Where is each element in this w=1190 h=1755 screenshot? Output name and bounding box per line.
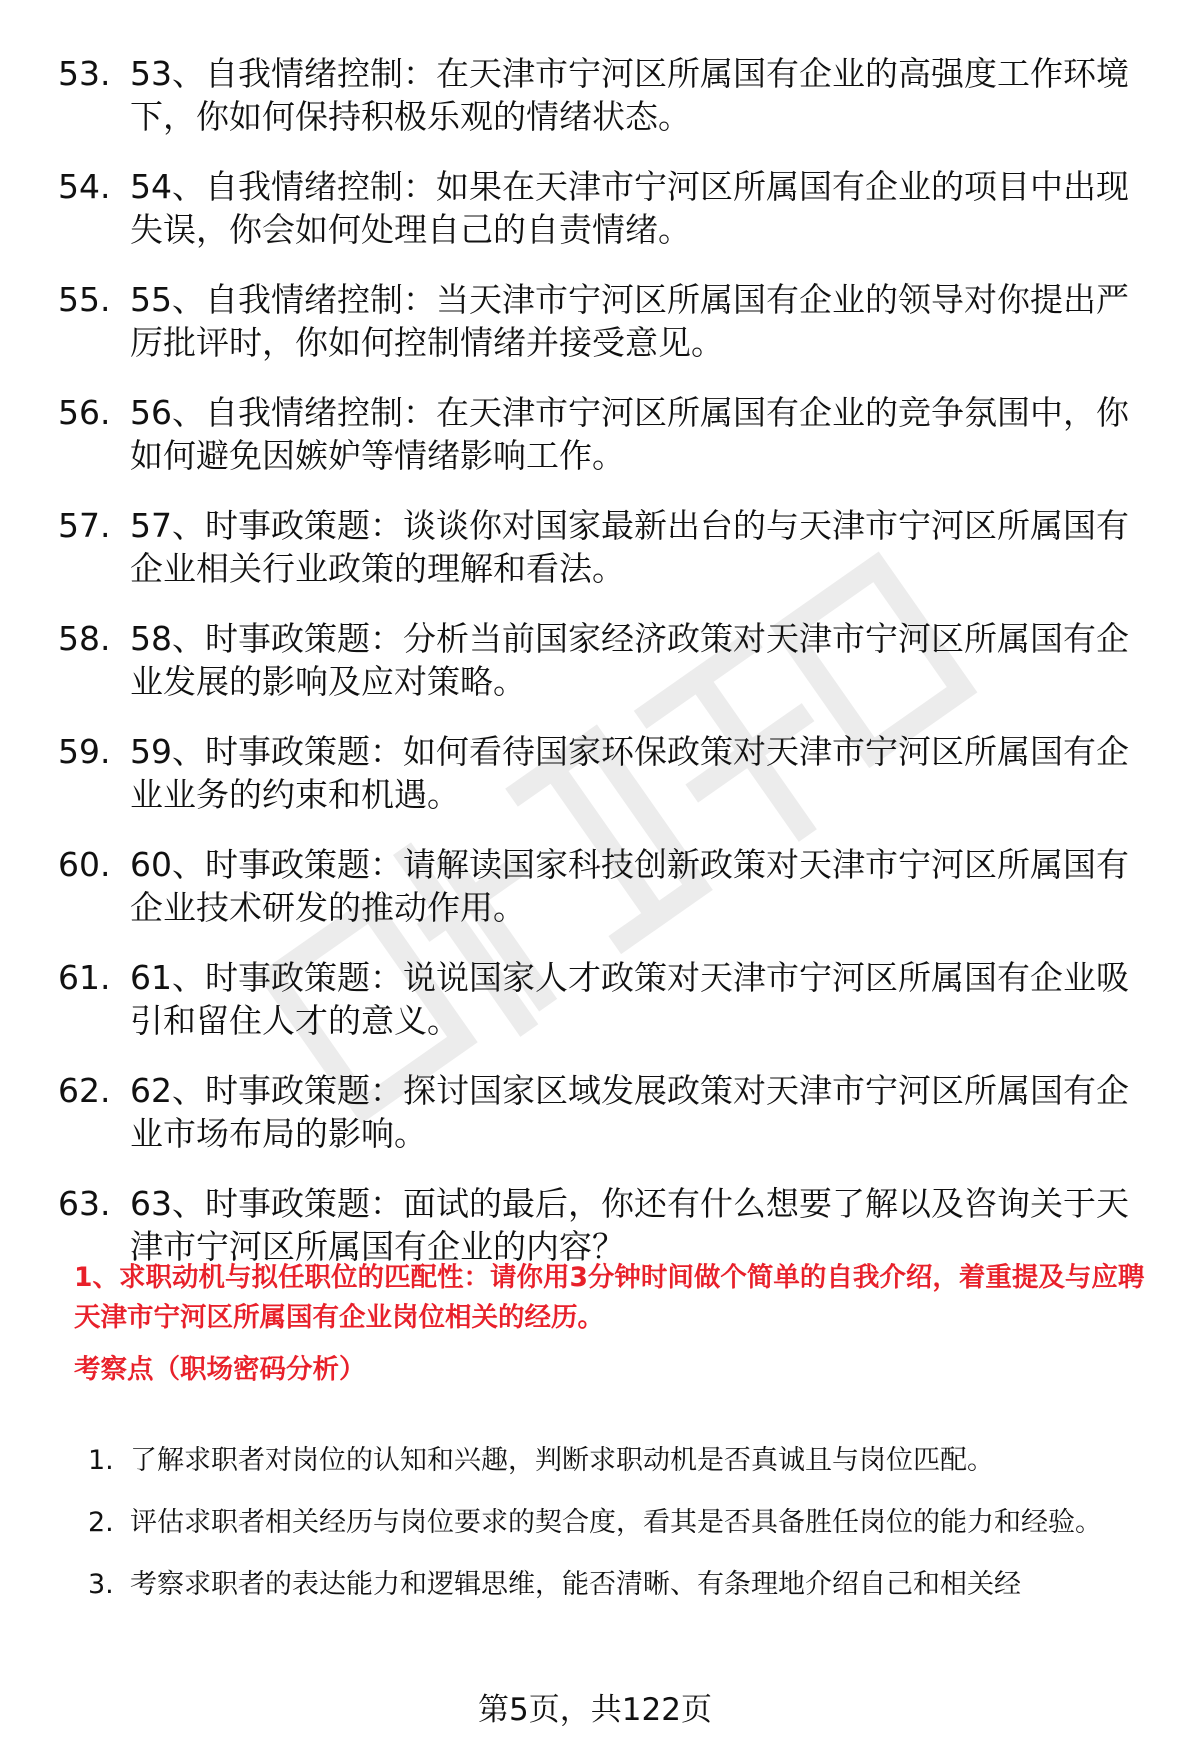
list-item	[58, 843, 1158, 929]
question-text: 62、时事政策题：探讨国家区域发展政策对天津市宁河区所属国有企业市场布局的影响。	[130, 1071, 1129, 1153]
point-number: 1.	[88, 1445, 114, 1476]
question-text: 55、自我情绪控制：当天津市宁河区所属国有企业的领导对你提出严厉批评时，你如何控制情绪并接受意见。	[130, 280, 1129, 362]
point-text: 考察求职者的表达能力和逻辑思维，能否清晰、有条理地介绍自己和相关经	[130, 1569, 1021, 1600]
question-text: 63、时事政策题：面试的最后，你还有什么想要了解以及咨询关于天津市宁河区所属国有企业的内容？	[130, 1184, 1129, 1266]
list-item	[58, 52, 1158, 138]
point-text: 了解求职者对岗位的认知和兴趣，判断求职动机是否真诚且与岗位匹配。	[130, 1445, 994, 1476]
list-item	[88, 1430, 1163, 1492]
assessment-points-list	[88, 1430, 1163, 1616]
page-number-footer: 第5页，共122页	[478, 1692, 712, 1728]
section-heading: 1、求职动机与拟任职位的匹配性：请你用3分钟时间做个简单的自我介绍，着重提及与应聘天津市宁河区所属国有企业岗位相关的经历。	[74, 1262, 1145, 1333]
point-number: 3.	[88, 1569, 114, 1600]
question-number: 57.	[58, 506, 111, 545]
question-text: 53、自我情绪控制：在天津市宁河区所属国有企业的高强度工作环境下，你如何保持积极乐观的情绪状态。	[130, 54, 1129, 136]
question-number: 59.	[58, 732, 111, 771]
question-list	[58, 52, 1158, 1295]
question-text: 60、时事政策题：请解读国家科技创新政策对天津市宁河区所属国有企业技术研发的推动作用。	[130, 845, 1129, 927]
list-item	[58, 956, 1158, 1042]
question-text: 56、自我情绪控制：在天津市宁河区所属国有企业的竞争氛围中，你如何避免因嫉妒等情绪影响工作。	[130, 393, 1129, 475]
list-item	[58, 1182, 1158, 1268]
list-item	[58, 1069, 1158, 1155]
point-text: 评估求职者相关经历与岗位要求的契合度，看其是否具备胜任岗位的能力和经验。	[130, 1507, 1102, 1538]
question-text: 54、自我情绪控制：如果在天津市宁河区所属国有企业的项目中出现失误，你会如何处理自己的自责情绪。	[130, 167, 1129, 249]
question-number: 63.	[58, 1184, 111, 1223]
list-item	[58, 617, 1158, 703]
question-number: 60.	[58, 845, 111, 884]
question-number: 62.	[58, 1071, 111, 1110]
question-number: 54.	[58, 167, 111, 206]
question-number: 55.	[58, 280, 111, 319]
question-number: 53.	[58, 54, 111, 93]
list-item	[58, 165, 1158, 251]
question-number: 61.	[58, 958, 111, 997]
list-item	[58, 730, 1158, 816]
list-item	[58, 278, 1158, 364]
list-item	[88, 1492, 1163, 1554]
question-text: 58、时事政策题：分析当前国家经济政策对天津市宁河区所属国有企业发展的影响及应对策略。	[130, 619, 1129, 701]
question-text: 59、时事政策题：如何看待国家环保政策对天津市宁河区所属国有企业业务的约束和机遇。	[130, 732, 1129, 814]
question-text: 57、时事政策题：谈谈你对国家最新出台的与天津市宁河区所属国有企业相关行业政策的理解和看法。	[130, 506, 1129, 588]
list-item	[58, 504, 1158, 590]
list-item	[88, 1554, 1163, 1616]
question-number: 58.	[58, 619, 111, 658]
question-text: 61、时事政策题：说说国家人才政策对天津市宁河区所属国有企业吸引和留住人才的意义。	[130, 958, 1129, 1040]
section-subheading: 考察点（职场密码分析）	[74, 1354, 366, 1385]
question-number: 56.	[58, 393, 111, 432]
point-number: 2.	[88, 1507, 114, 1538]
list-item	[58, 391, 1158, 477]
